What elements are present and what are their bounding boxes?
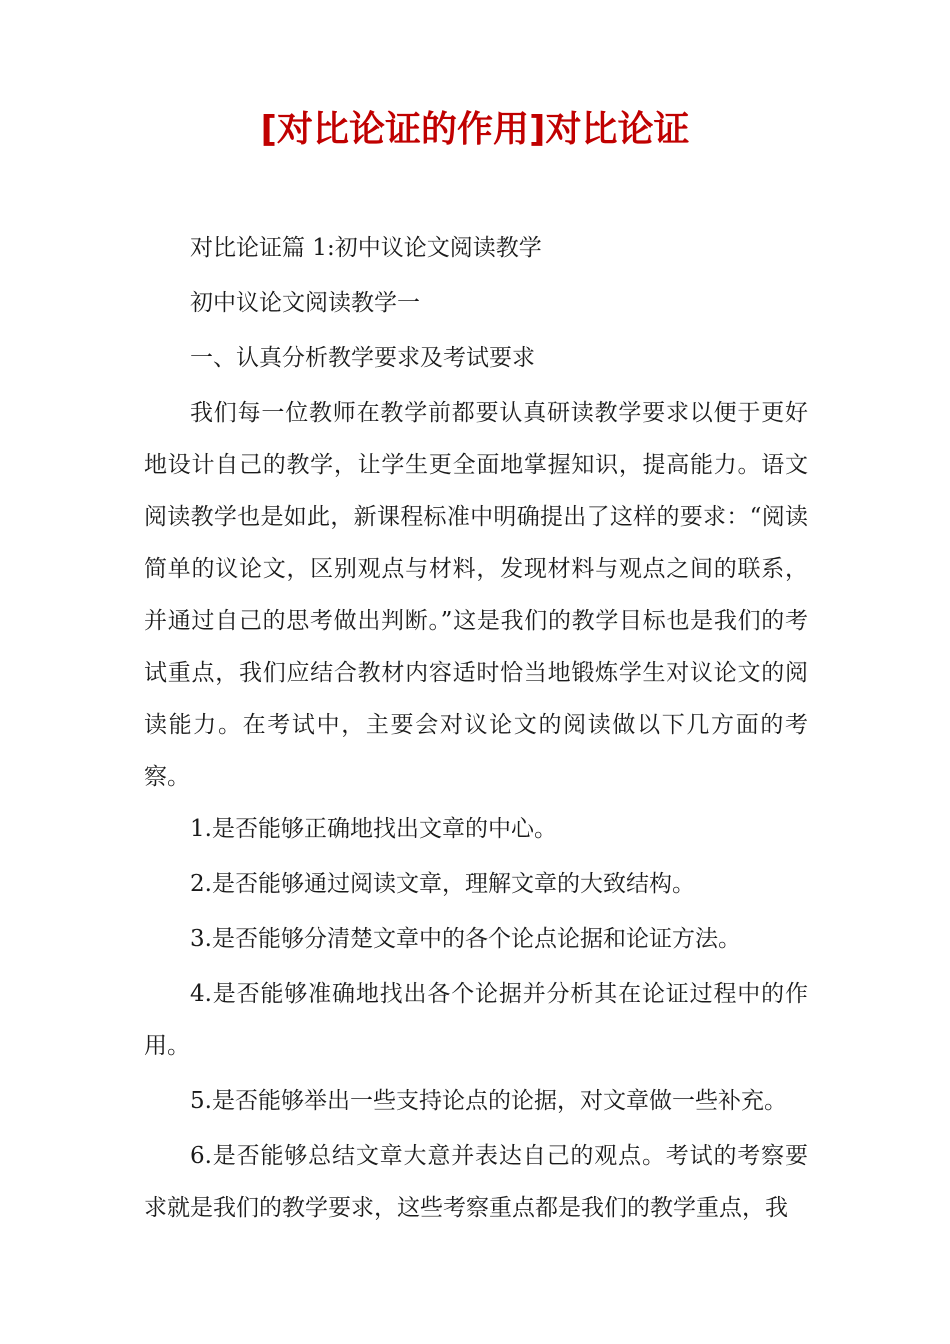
list-item: 3.是否能够分清楚文章中的各个论点论据和论证方法。: [190, 926, 741, 952]
document-title: [对比论证的作用]对比论证: [260, 109, 690, 150]
list-item: 2.是否能够通过阅读文章，理解文章的大致结构。: [190, 871, 695, 897]
point-heading: 一、认真分析教学要求及考试要求: [190, 345, 535, 371]
document-body: [144, 222, 808, 1234]
list-item: 4.是否能够准确地找出各个论据并分析其在论证过程中的作用。: [144, 981, 808, 1059]
subsection-heading: 初中议论文阅读教学一: [190, 290, 420, 316]
list-item: 5.是否能够举出一些支持论点的论据，对文章做一些补充。: [190, 1088, 787, 1114]
list-item: 1.是否能够正确地找出文章的中心。: [190, 816, 557, 842]
list-item: 6.是否能够总结文章大意并表达自己的观点。考试的考察要求就是我们的教学要求，这些考察重点都是我们的教学重点，我: [144, 1143, 808, 1221]
section-heading: 对比论证篇 1:初中议论文阅读教学: [190, 235, 542, 261]
body-paragraph: 我们每一位教师在教学前都要认真研读教学要求以便于更好地设计自己的教学，让学生更全面地掌握知识，提高能力。语文阅读教学也是如此，新课程标准中明确提出了这样的要求：“阅读简单的议论文，区别观点与材料，发现材料与观点之间的联系，并通过自己的思考做出判断。”这是我们的教学目标也是我们的考试重点，我们应结合教材内容适时恰当地锻炼学生对议论文的阅读能力。在考试中，主要会对议论文的阅读做以下几方面的考察。: [144, 400, 808, 790]
